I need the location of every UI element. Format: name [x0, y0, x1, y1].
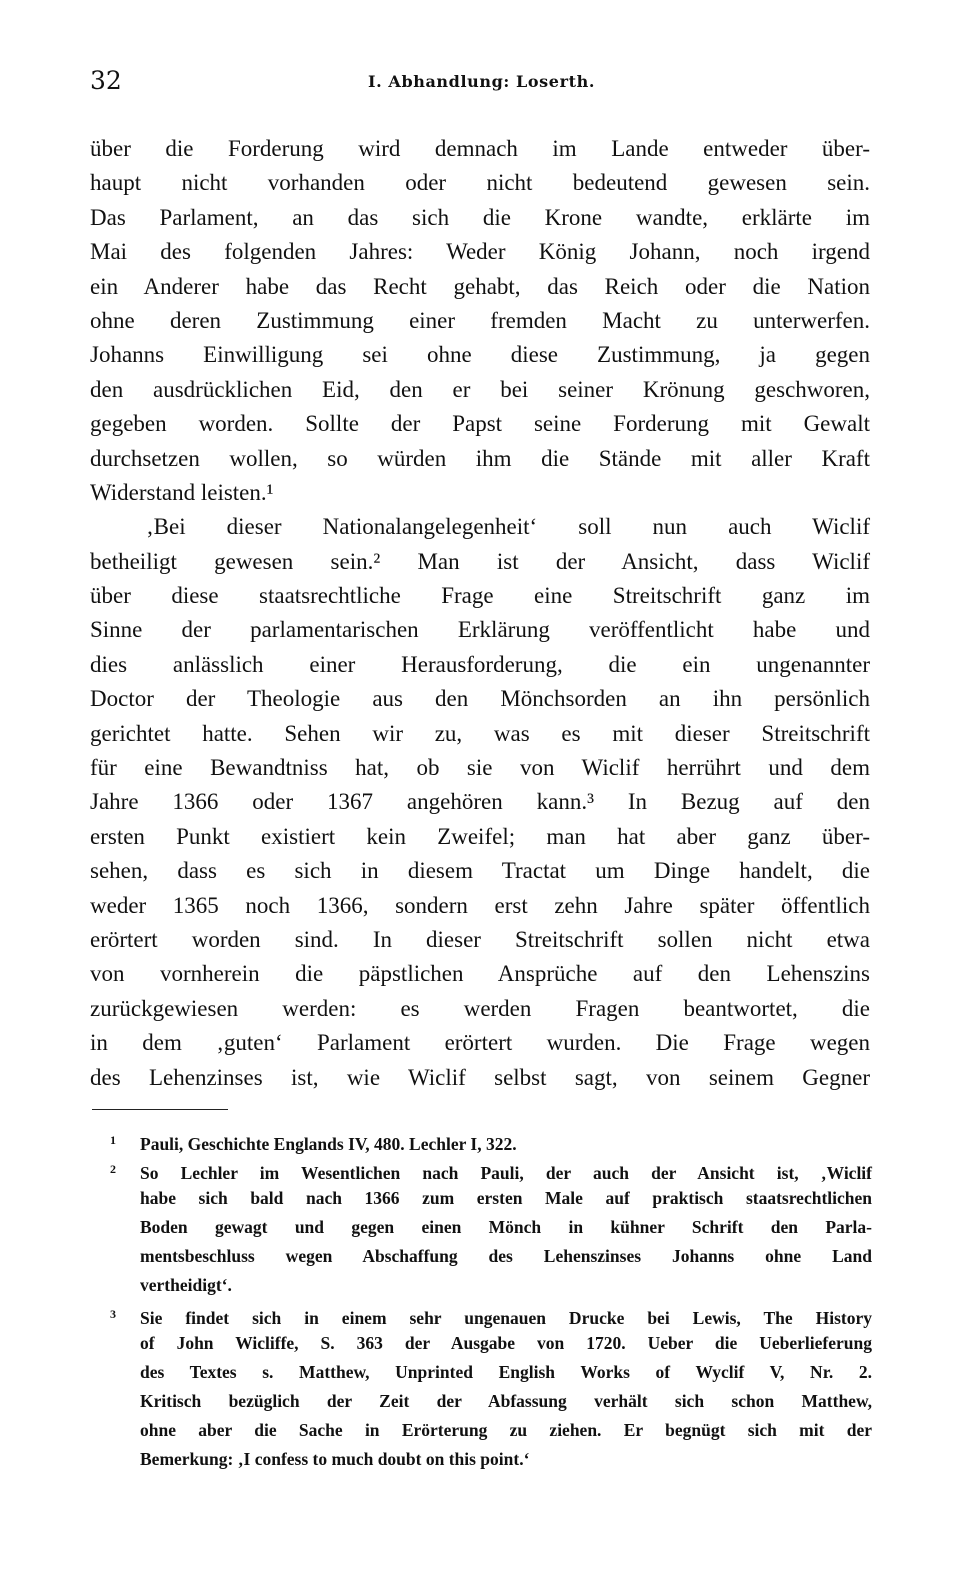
paragraph-end-line: Widerstand leisten.¹	[90, 479, 274, 505]
footnote-line: ohne aber die Sache in Erörterung zu ziehen. Er begnügt sich mit der	[140, 1420, 872, 1440]
main-text	[90, 132, 870, 1095]
text-line: den ausdrücklichen Eid, den er bei seiner Krönung geschworen,	[90, 376, 870, 402]
text-line: in dem ‚guten‘ Parlament erörtert wurden. Die Frage wegen	[90, 1030, 870, 1056]
text-line: haupt nicht vorhanden oder nicht bedeutend gewesen sein.	[90, 170, 870, 196]
footnote-line: Boden gewagt und gegen einen Mönch in kühner Schrift den Parla-	[140, 1217, 872, 1237]
footnote-marker: 1	[110, 1133, 116, 1147]
page-number: 32	[90, 66, 122, 95]
text-line: Doctor der Theologie aus den Mönchsorden an ihn persönlich	[90, 686, 870, 712]
page-header	[90, 66, 870, 100]
text-line: Sinne der parlamentarischen Erklärung veröffentlicht habe und	[90, 617, 870, 643]
text-line: Das Parlament, an das sich die Krone wandte, erklärte im	[90, 204, 870, 230]
footnote-marker: 2	[110, 1162, 116, 1176]
footnote-divider	[92, 1109, 228, 1110]
text-line: Mai des folgenden Jahres: Weder König Johann, noch irgend	[90, 239, 870, 265]
text-line: sehen, dass es sich in diesem Tractat um Dinge handelt, die	[90, 858, 870, 884]
text-line: von vornherein die päpstlichen Ansprüche auf den Lehenszins	[90, 961, 870, 987]
footnote-line	[110, 1155, 872, 1184]
text-line: dies anlässlich einer Herausforderung, die ein ungenannter	[90, 651, 870, 677]
text-line: betheiligt gewesen sein.² Man ist der Ansicht, dass Wiclif	[90, 548, 870, 574]
text-line: für eine Bewandtniss hat, ob sie von Wiclif herrührt und dem	[90, 755, 870, 781]
footnote-3	[110, 1300, 872, 1474]
running-head: I. Abhandlung: Loserth.	[368, 72, 595, 91]
text-line: ohne deren Zustimmung einer fremden Macht zu unterwerfen.	[90, 307, 870, 333]
text-line: Johanns Einwilligung sei ohne diese Zustimmung, ja gegen	[90, 342, 870, 368]
text-line: gerichtet hatte. Sehen wir zu, was es mit dieser Streitschrift	[90, 720, 870, 746]
footnote-line: Bemerkung: ‚I confess to much doubt on this point.‘	[140, 1449, 530, 1469]
footnotes	[110, 1126, 872, 1474]
footnote-line: des Textes s. Matthew, Unprinted English Works of Wyclif V, Nr. 2.	[140, 1362, 872, 1382]
footnote-line	[110, 1126, 872, 1155]
paragraph-start-line: ‚Bei dieser Nationalangelegenheit‘ soll nun auch Wiclif	[146, 514, 870, 540]
text-line: gegeben worden. Sollte der Papst seine Forderung mit Gewalt	[90, 411, 870, 437]
text-line: über die Forderung wird demnach im Lande entweder über-	[90, 136, 870, 161]
text-line: über diese staatsrechtliche Frage eine Streitschrift ganz im	[90, 583, 870, 609]
footnote-line: Kritisch bezüglich der Zeit der Abfassung verhält sich schon Matthew,	[140, 1391, 872, 1411]
text-line: Jahre 1366 oder 1367 angehören kann.³ In Bezug auf den	[90, 789, 870, 815]
footnote-line: mentsbeschluss wegen Abschaffung des Lehenszinses Johanns ohne Land	[140, 1246, 872, 1266]
footnote-marker: 3	[110, 1307, 116, 1321]
text-line: ein Anderer habe das Recht gehabt, das Reich oder die Nation	[90, 273, 870, 299]
footnote-text: Sie findet sich in einem sehr ungenauen Drucke bei Lewis, The History	[140, 1308, 872, 1328]
footnote-2	[110, 1155, 872, 1300]
footnote-line: vertheidigt‘.	[140, 1275, 232, 1295]
footnote-1	[110, 1126, 872, 1155]
text-line: durchsetzen wollen, so würden ihm die Stände mit aller Kraft	[90, 445, 870, 471]
text-line: zurückgewiesen werden: es werden Fragen beantwortet, die	[90, 995, 870, 1021]
text-line: weder 1365 noch 1366, sondern erst zehn Jahre später öffentlich	[90, 892, 870, 918]
footnote-line: of John Wicliffe, S. 363 der Ausgabe von 1720. Ueber die Ueberlieferung	[140, 1333, 872, 1353]
footnote-text: Pauli, Geschichte Englands IV, 480. Lechler I, 322.	[140, 1134, 517, 1154]
footnote-line	[110, 1300, 872, 1329]
text-line: erörtert worden sind. In dieser Streitschrift sollen nicht etwa	[90, 926, 870, 952]
footnote-line: habe sich bald nach 1366 zum ersten Male auf praktisch staatsrechtlichen	[140, 1188, 872, 1208]
text-line: des Lehenzinses ist, wie Wiclif selbst sagt, von seinem Gegner	[90, 1064, 870, 1090]
footnote-text: So Lechler im Wesentlichen nach Pauli, der auch der Ansicht ist, ‚Wiclif	[140, 1163, 872, 1183]
text-line: ersten Punkt existiert kein Zweifel; man hat aber ganz über-	[90, 823, 870, 849]
